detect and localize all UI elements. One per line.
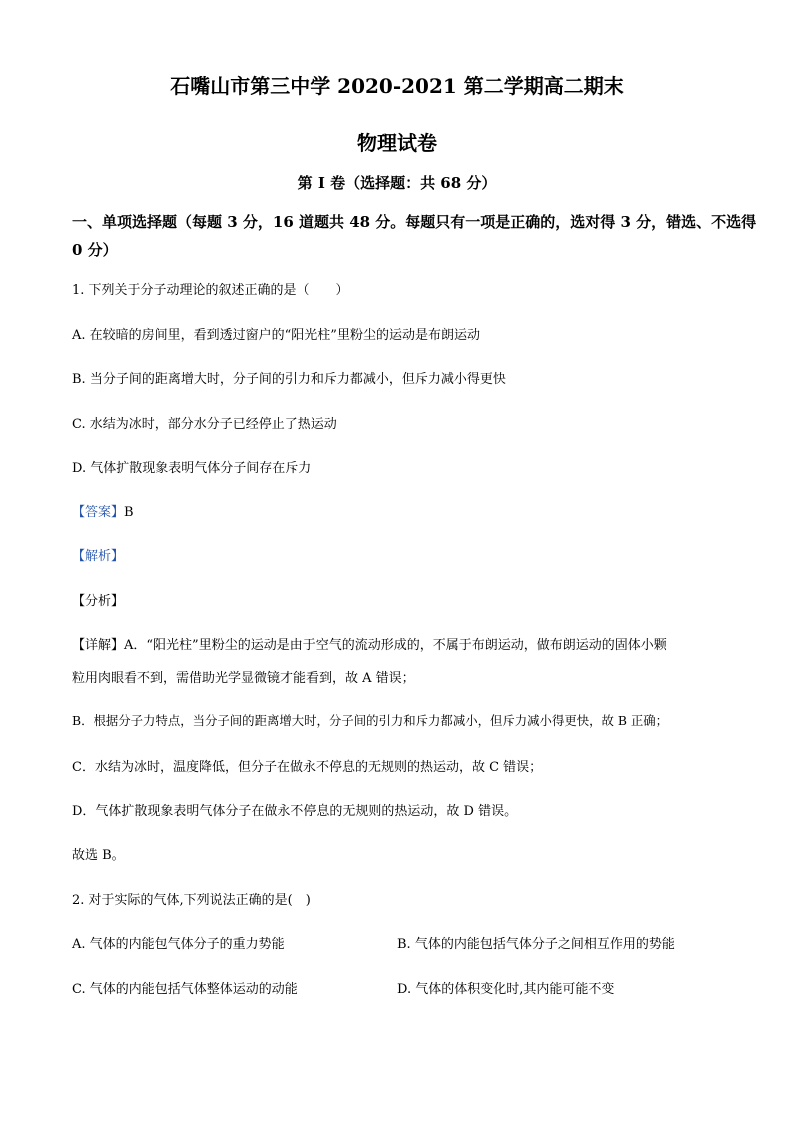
detail-line-5: D．气体扩散现象表明气体分子在做永不停息的无规则的热运动，故 D 错误。 xyxy=(72,804,518,819)
question-2-stem: 2. 对于实际的气体,下列说法正确的是( ) xyxy=(72,893,311,908)
detail-line-3: B．根据分子力特点，当分子间的距离增大时，分子间的引力和斥力都减小，但斥力减小得更快，故 B 正确； xyxy=(72,713,669,728)
detail-line-6: 故选 B。 xyxy=(72,848,125,863)
fenxi-line xyxy=(72,590,772,609)
exam-volume: 第 I 卷（选择题：共 68 分） xyxy=(297,174,497,192)
question-2-option-d: D. 气体的体积变化时,其内能可能不变 xyxy=(397,982,615,997)
fenxi-tag: 【分析】 xyxy=(72,594,125,609)
question-1-option-b: B. 当分子间的距离增大时，分子间的引力和斥力都减小，但斥力减小得更快 xyxy=(72,372,506,387)
question-1-option-c: C. 水结为冰时，部分水分子已经停止了热运动 xyxy=(72,417,337,432)
answer-tag: 【答案】 xyxy=(72,505,125,520)
detail-line-1 xyxy=(72,634,772,653)
exam-subject: 物理试卷 xyxy=(357,131,437,155)
question-2-option-a: A. 气体的内能包气体分子的重力势能 xyxy=(72,937,285,952)
answer-value: B xyxy=(124,505,134,520)
jiexi-tag: 【解析】 xyxy=(72,549,125,564)
analysis-line xyxy=(72,545,772,564)
question-1-stem: 1. 下列关于分子动理论的叙述正确的是（ ） xyxy=(72,283,349,298)
xiangjie-tag: 【详解】 xyxy=(72,638,125,653)
detail-line-4: C．水结为冰时，温度降低，但分子在做永不停息的无规则的热运动，故 C 错误； xyxy=(72,760,543,775)
detail-text-1: A．“阳光柱”里粉尘的运动是由于空气的流动形成的，不属于布朗运动，做布朗运动的固体小颗 xyxy=(124,638,667,653)
detail-line-2: 粒用肉眼看不到，需借助光学显微镜才能看到，故 A 错误； xyxy=(72,671,415,686)
exam-title: 石嘴山市第三中学 2020-2021 第二学期高二期末 xyxy=(170,74,624,98)
question-2-option-c: C. 气体的内能包括气体整体运动的动能 xyxy=(72,982,298,997)
question-1-option-a: A. 在较暗的房间里，看到透过窗户的“阳光柱”里粉尘的运动是布朗运动 xyxy=(72,328,480,343)
section-heading: 一、单项选择题（每题 3 分，16 道题共 48 分。每题只有一项是正确的，选对得 3 分，错选、不选得 0 分） xyxy=(72,213,757,259)
answer-line xyxy=(72,501,772,520)
question-1-option-d: D. 气体扩散现象表明气体分子间存在斥力 xyxy=(72,461,312,476)
question-2-option-b: B. 气体的内能包括气体分子之间相互作用的势能 xyxy=(397,937,675,952)
